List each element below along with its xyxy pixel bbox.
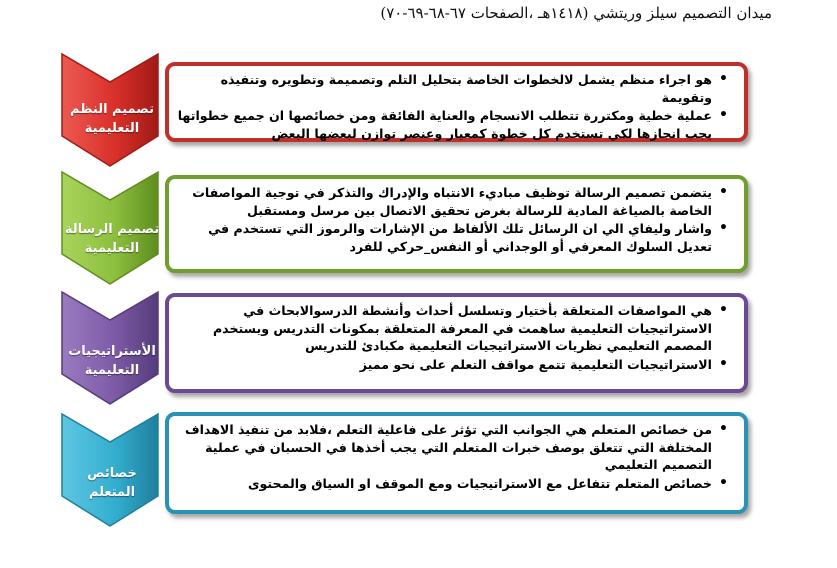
bullet-list: [169, 66, 744, 147]
chevron-label: [62, 220, 162, 258]
chevron-label-line1: تصميم الرسالة: [64, 222, 160, 237]
row-message-design: [0, 170, 837, 285]
list-item: • عملية خطية ومكتررة تتطلب الانسجام والعناية الفائقة ومن خصائصها ان جميع خطواتها يجب انجازها لكي تستخدم كل خطوة كمعيار وعنصر توازن لبعضها البعض: [177, 107, 728, 142]
row-instructional-systems-design: [0, 52, 837, 167]
chevron-label-line1: خصائص: [87, 466, 137, 481]
list-item: • هي المواصفات المتعلقة بأختيار وتسلسل أحداث وأنشطة الدرسوالابحاث في الاستراتيجيات التعليمية ساهمت في المعرفة المتعلقة بمكونات التدريس ويستخدم المصمم التعليمي نظريات الاستراتيجيات التعليمية مكبادئ للتدريس: [177, 302, 728, 355]
list-item: • خصائص المتعلم تتفاعل مع الاستراتيجيات ومع الموقف او السياق والمحتوى: [177, 475, 728, 493]
bullet-list: [169, 297, 744, 378]
chevron-label-line2: التعليمية: [84, 363, 140, 378]
list-item: • واشار وليفاي الي ان الرسائل تلك الألفاظ من الإشارات والرموز التي تستخدم في تعديل السلوك المعرفي أو الوجداني أو النفس_حركي للفرد: [177, 220, 728, 255]
description-box: [165, 293, 748, 393]
description-box: [165, 412, 748, 514]
row-instructional-strategies: [0, 290, 837, 408]
chevron-label: [62, 342, 162, 380]
list-item: • هو اجراء منظم يشمل لالخطوات الخاصة بتحليل التلم وتصميمة وتطويره وتنفيذه وتقويمة: [177, 71, 728, 106]
bullet-list: [169, 179, 744, 260]
bullet-list: [169, 416, 744, 497]
chevron-label-line1: الأستراتيجيات: [68, 344, 156, 359]
list-item: • من خصائص المتعلم هي الجوانب التي تؤثر على فاعلية التعلم ،فلابد من تنفيذ الاهداف المختلفة التي تتعلق بوصف خبرات المتعلم التي يجب أخذها في الحسبان في عملية التصميم التعليمي: [177, 421, 728, 474]
chevron-label: [62, 100, 162, 138]
list-item: • الاستراتيجيات التعليمية تتمع مواقف التعلم على نحو مميز: [177, 356, 728, 374]
description-box: [165, 175, 748, 273]
row-learner-characteristics: [0, 412, 837, 530]
chevron-label-line2: التعليمية: [84, 121, 140, 136]
description-box: [165, 62, 748, 142]
chevron-label: [62, 464, 162, 502]
chevron-label-line1: تصميم النظم: [70, 102, 154, 117]
chevron-label-line2: المتعلم: [88, 485, 136, 500]
list-item: • يتضمن تصميم الرسالة توظيف مباديء الانتباه والإدراك والتذكر في توجية المواصفات الخاصة بالصياغة المادية للرسالة بغرض تحقيق الاتصال بين مرسل ومستقبل: [177, 184, 728, 219]
source-citation: ميدان التصميم سيلز وريتشي (١٤١٨هـ ،الصفحات ٦٧-٦٨-٦٩-٧٠): [380, 4, 772, 22]
chevron-label-line2: التعليمية: [84, 241, 140, 256]
